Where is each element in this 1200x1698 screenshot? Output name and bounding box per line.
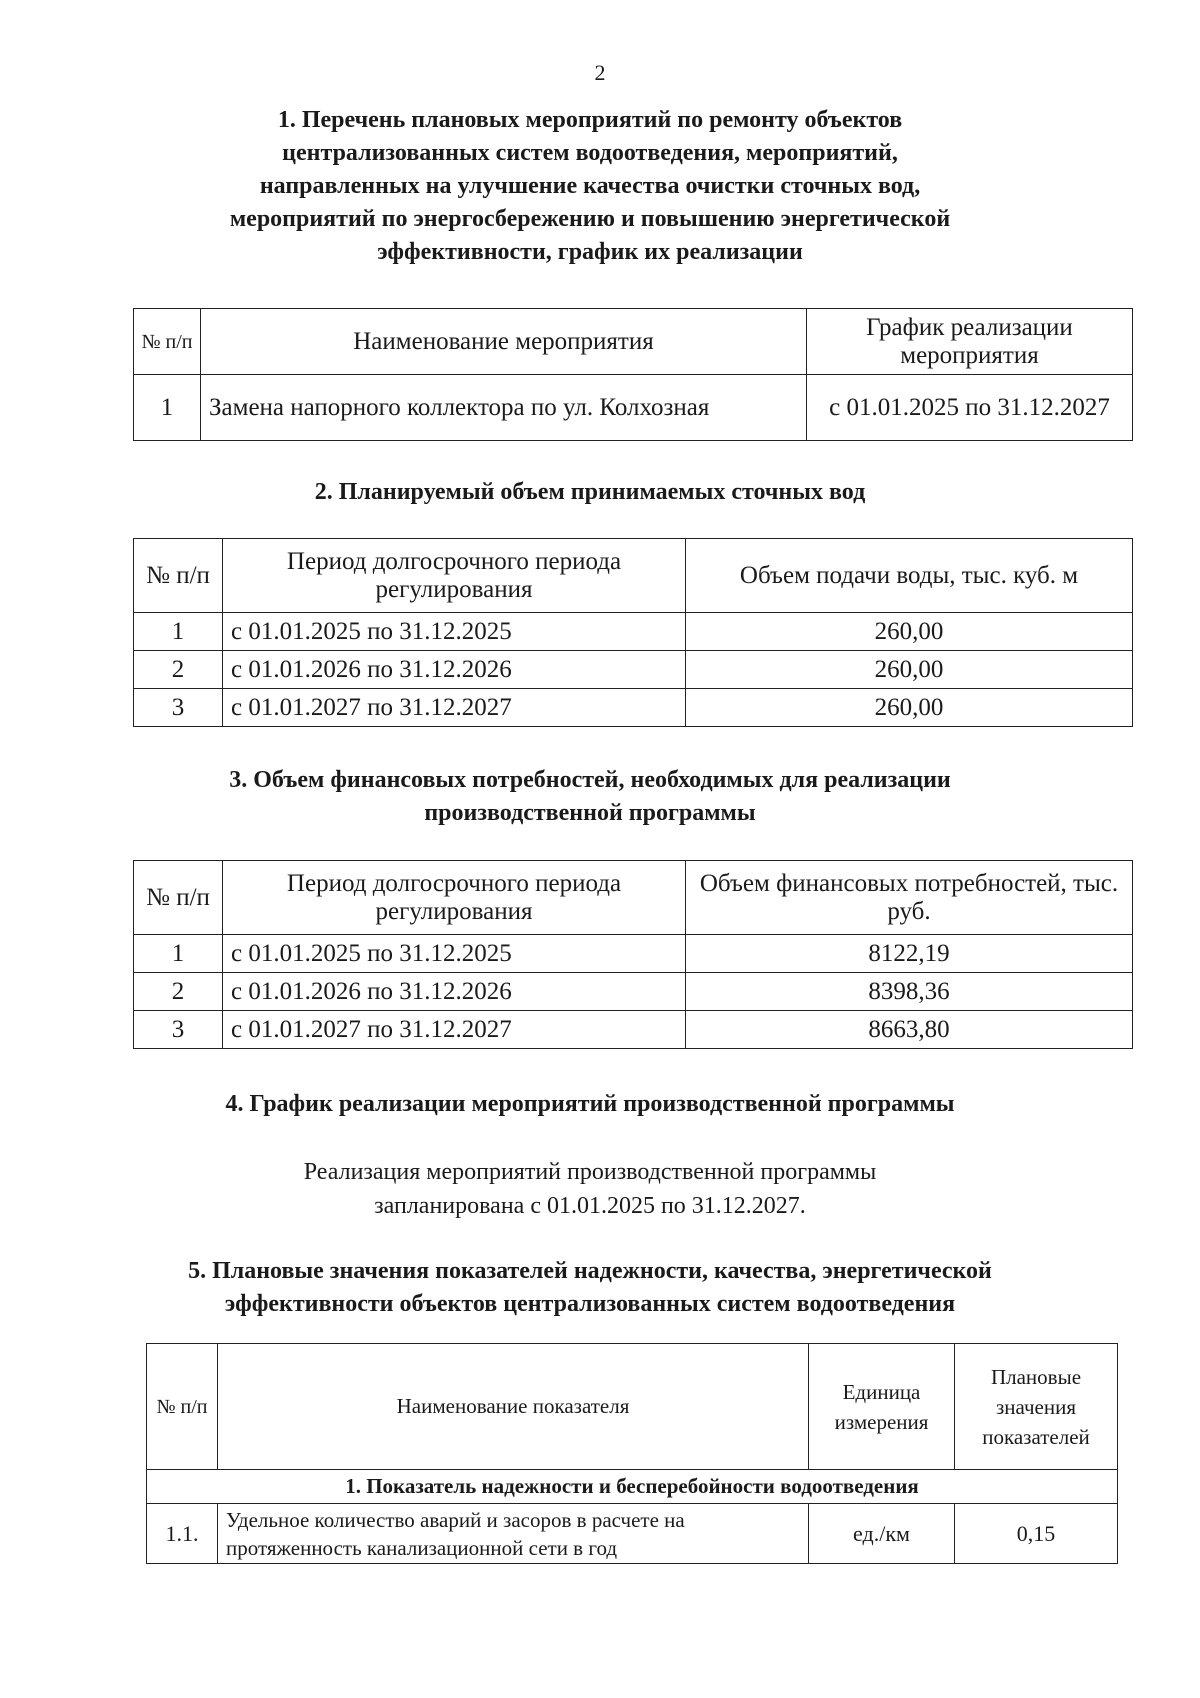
cell-name: Замена напорного коллектора по ул. Колхозная bbox=[201, 375, 807, 441]
cell-value: 8122,19 bbox=[686, 935, 1133, 973]
table-header-row bbox=[134, 861, 1133, 935]
heading-line: 1. Перечень плановых мероприятий по ремонту объектов bbox=[277, 107, 903, 133]
col-value-header: Объем подачи воды, тыс. куб. м bbox=[686, 539, 1133, 613]
table-row bbox=[134, 651, 1133, 689]
section2-heading bbox=[150, 476, 1030, 509]
table-row bbox=[134, 935, 1133, 973]
cell-plan: 0,15 bbox=[955, 1504, 1118, 1564]
cell-value: 8398,36 bbox=[686, 973, 1133, 1011]
col-name-header: Наименование показателя bbox=[218, 1344, 809, 1470]
section2-table bbox=[133, 538, 1133, 727]
table-row bbox=[134, 375, 1133, 441]
cell-num: 1 bbox=[134, 613, 223, 651]
heading-line: производственной программы bbox=[424, 800, 756, 826]
cell-period: с 01.01.2027 по 31.12.2027 bbox=[223, 689, 686, 727]
section3-table bbox=[133, 860, 1133, 1049]
col-plan-header: Плановые значения показателей bbox=[955, 1344, 1118, 1470]
heading-line: 2. Планируемый объем принимаемых сточных вод bbox=[314, 479, 866, 505]
section4-text bbox=[150, 1155, 1030, 1223]
section5-heading bbox=[150, 1255, 1030, 1321]
cell-unit: ед./км bbox=[809, 1504, 955, 1564]
section1-table bbox=[133, 308, 1133, 441]
cell-num: 3 bbox=[134, 689, 223, 727]
col-name-header: Наименование мероприятия bbox=[201, 309, 807, 375]
cell-num: 3 bbox=[134, 1011, 223, 1049]
heading-line: мероприятий по энергосбережению и повышению энергетической bbox=[229, 206, 951, 232]
table-header-row bbox=[134, 539, 1133, 613]
table-header-row bbox=[147, 1344, 1118, 1470]
cell-num: 2 bbox=[134, 973, 223, 1011]
text-line: запланирована с 01.01.2025 по 31.12.2027. bbox=[374, 1193, 806, 1219]
table-row bbox=[147, 1504, 1118, 1564]
table-row bbox=[134, 1011, 1133, 1049]
section4-heading bbox=[150, 1088, 1030, 1121]
col-unit-header: Единица измерения bbox=[809, 1344, 955, 1470]
cell-period: с 01.01.2027 по 31.12.2027 bbox=[223, 1011, 686, 1049]
col-num-header: № п/п bbox=[134, 309, 201, 375]
heading-line: 3. Объем финансовых потребностей, необходимых для реализации bbox=[229, 767, 951, 793]
table-row bbox=[134, 973, 1133, 1011]
col-period-header: Период долгосрочного периода регулирования bbox=[223, 861, 686, 935]
heading-line: 5. Плановые значения показателей надежности, качества, энергетической bbox=[188, 1258, 992, 1284]
page-number: 2 bbox=[594, 60, 606, 85]
cell-value: 260,00 bbox=[686, 651, 1133, 689]
col-schedule-header: График реализации мероприятия bbox=[807, 309, 1133, 375]
cell-period: с 01.01.2025 по 31.12.2025 bbox=[223, 935, 686, 973]
cell-period: с 01.01.2026 по 31.12.2026 bbox=[223, 651, 686, 689]
cell-num: 2 bbox=[134, 651, 223, 689]
heading-line: эффективности объектов централизованных систем водоотведения bbox=[224, 1291, 956, 1317]
section1-heading bbox=[150, 104, 1030, 269]
cell-value: 260,00 bbox=[686, 613, 1133, 651]
col-period-header: Период долгосрочного периода регулирования bbox=[223, 539, 686, 613]
cell-num: 1.1. bbox=[147, 1504, 218, 1564]
heading-line: 4. График реализации мероприятий производственной программы bbox=[225, 1091, 955, 1117]
col-num-header: № п/п bbox=[134, 539, 223, 613]
cell-num: 1 bbox=[134, 375, 201, 441]
cell-name: Удельное количество аварий и засоров в расчете на протяженность канализационной сети в год bbox=[218, 1504, 809, 1564]
section3-heading bbox=[150, 764, 1030, 830]
heading-line: эффективности, график их реализации bbox=[377, 239, 803, 265]
cell-value: 260,00 bbox=[686, 689, 1133, 727]
text-line: Реализация мероприятий производственной программы bbox=[303, 1159, 877, 1185]
col-num-header: № п/п bbox=[147, 1344, 218, 1470]
cell-schedule: с 01.01.2025 по 31.12.2027 bbox=[807, 375, 1133, 441]
cell-period: с 01.01.2026 по 31.12.2026 bbox=[223, 973, 686, 1011]
heading-line: направленных на улучшение качества очистки сточных вод, bbox=[259, 173, 921, 199]
section5-table bbox=[146, 1343, 1118, 1564]
cell-num: 1 bbox=[134, 935, 223, 973]
table-row bbox=[134, 689, 1133, 727]
cell-value: 8663,80 bbox=[686, 1011, 1133, 1049]
col-value-header: Объем финансовых потребностей, тыс. руб. bbox=[686, 861, 1133, 935]
cell-period: с 01.01.2025 по 31.12.2025 bbox=[223, 613, 686, 651]
col-num-header: № п/п bbox=[134, 861, 223, 935]
heading-line: централизованных систем водоотведения, мероприятий, bbox=[282, 140, 898, 166]
table-row bbox=[134, 613, 1133, 651]
group-row bbox=[147, 1470, 1118, 1504]
group-title: 1. Показатель надежности и бесперебойности водоотведения bbox=[147, 1470, 1118, 1504]
table-header-row bbox=[134, 309, 1133, 375]
